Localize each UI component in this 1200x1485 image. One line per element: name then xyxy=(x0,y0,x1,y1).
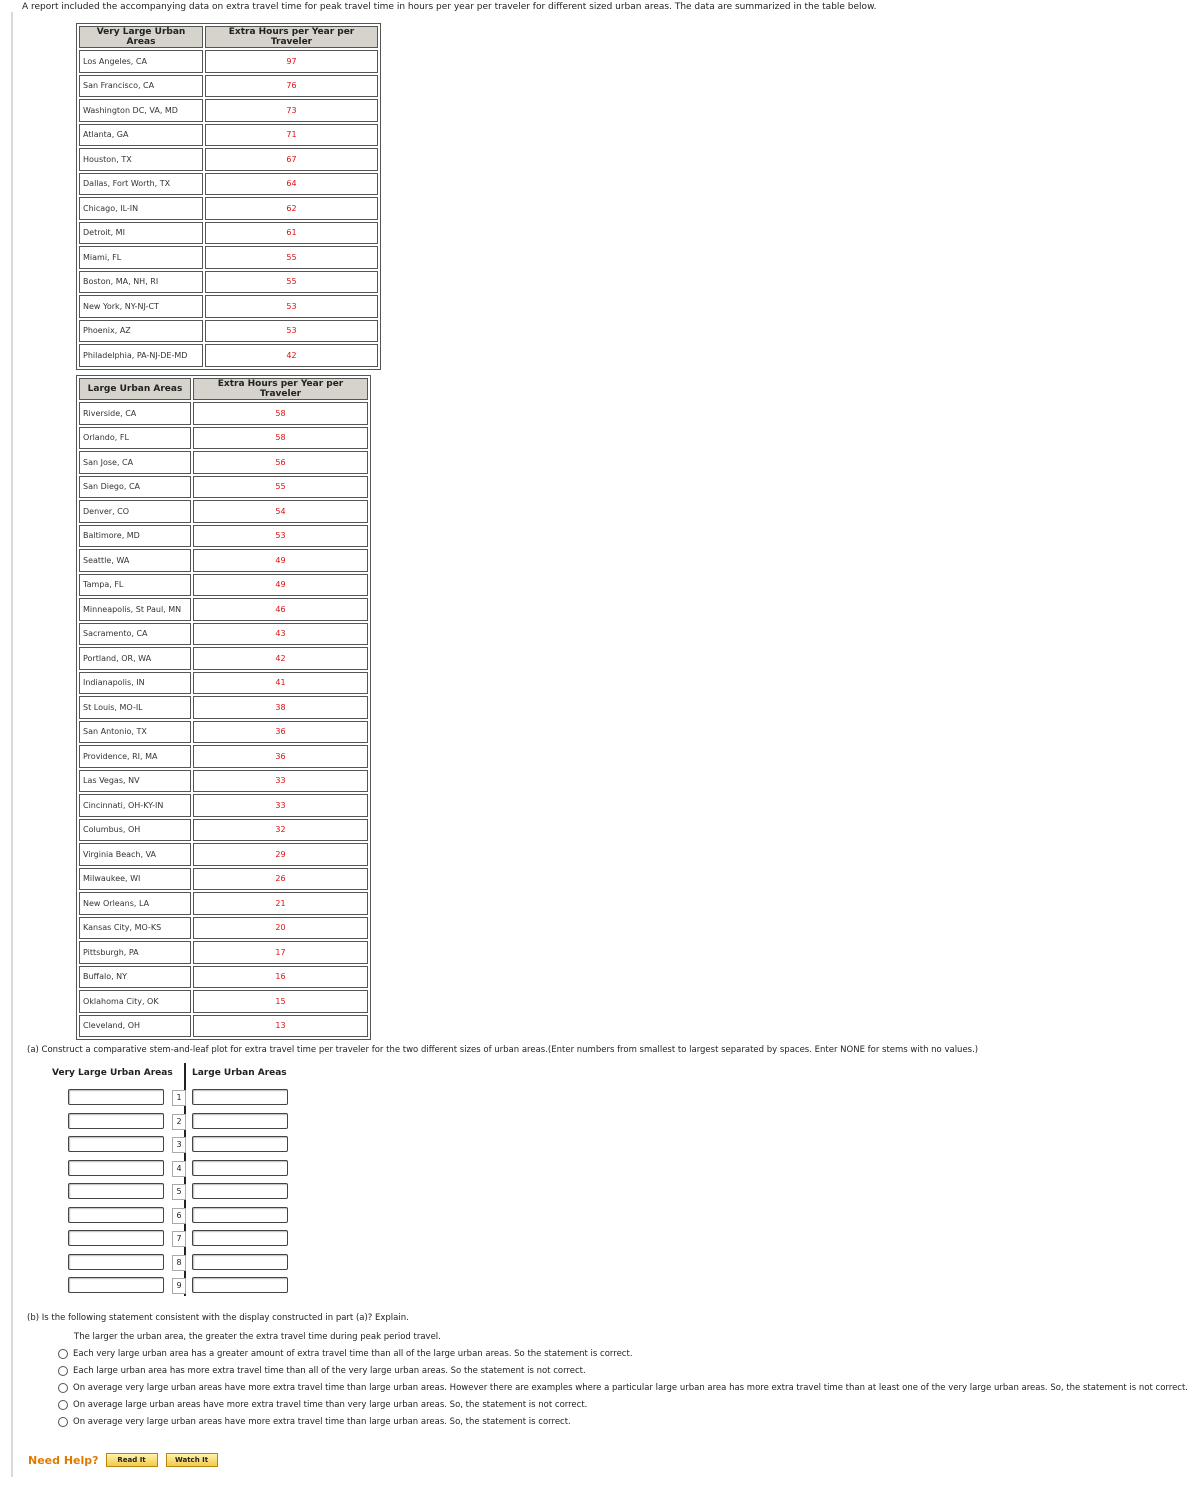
area-name-cell: Seattle, WA xyxy=(79,549,191,572)
hours-value-cell: 38 xyxy=(193,696,368,719)
radio-button[interactable] xyxy=(58,1349,68,1359)
area-name-cell: San Jose, CA xyxy=(79,451,191,474)
radio-button[interactable] xyxy=(58,1417,68,1427)
very-large-leaves-input-8[interactable] xyxy=(68,1254,164,1270)
table-row xyxy=(79,75,378,98)
area-name-cell: Pittsburgh, PA xyxy=(79,941,191,964)
large-leaves-input-5[interactable] xyxy=(192,1183,288,1199)
area-name-cell: Riverside, CA xyxy=(79,402,191,425)
table-row xyxy=(79,647,368,670)
very-large-leaves-input-3[interactable] xyxy=(68,1136,164,1152)
large-leaves-input-4[interactable] xyxy=(192,1160,288,1176)
answer-option[interactable] xyxy=(58,1366,586,1376)
area-name-cell: Cincinnati, OH-KY-IN xyxy=(79,794,191,817)
table-row xyxy=(79,50,378,73)
very-large-leaves-input-9[interactable] xyxy=(68,1277,164,1293)
area-name-cell: Buffalo, NY xyxy=(79,966,191,989)
stem-leaf-right-header: Large Urban Areas xyxy=(192,1068,287,1078)
area-name-cell: New York, NY-NJ-CT xyxy=(79,295,203,318)
hours-value-cell: 42 xyxy=(205,344,378,367)
area-name-cell: Boston, MA, NH, RI xyxy=(79,271,203,294)
area-name-cell: Detroit, MI xyxy=(79,222,203,245)
hours-value-cell: 71 xyxy=(205,124,378,147)
hours-value-cell: 20 xyxy=(193,917,368,940)
radio-button[interactable] xyxy=(58,1383,68,1393)
stem-leaf-left-header: Very Large Urban Areas xyxy=(52,1068,173,1078)
area-name-cell: Tampa, FL xyxy=(79,574,191,597)
answer-option-label: On average very large urban areas have more extra travel time than large urban areas. However there are examples where a particular large urban area has more extra travel time than at least one of the very large urban areas. So, the statement is not correct. xyxy=(73,1383,1189,1393)
area-name-cell: Atlanta, GA xyxy=(79,124,203,147)
hours-value-cell: 58 xyxy=(193,427,368,450)
watch-it-button[interactable]: Watch It xyxy=(166,1453,218,1467)
answer-option-label: Each very large urban area has a greater amount of extra travel time than all of the large urban areas. So the statement is correct. xyxy=(73,1349,633,1359)
table-row xyxy=(79,696,368,719)
stem-label: 4 xyxy=(172,1161,186,1177)
table-row xyxy=(79,721,368,744)
table-row xyxy=(79,843,368,866)
large-leaves-input-6[interactable] xyxy=(192,1207,288,1223)
area-name-cell: Miami, FL xyxy=(79,246,203,269)
area-name-cell: San Diego, CA xyxy=(79,476,191,499)
answer-option[interactable] xyxy=(58,1417,571,1427)
table-row xyxy=(79,917,368,940)
table-row xyxy=(79,271,378,294)
column-header: Extra Hours per Year per Traveler xyxy=(193,378,368,400)
area-name-cell: New Orleans, LA xyxy=(79,892,191,915)
very-large-leaves-input-5[interactable] xyxy=(68,1183,164,1199)
area-name-cell: St Louis, MO-IL xyxy=(79,696,191,719)
hours-value-cell: 33 xyxy=(193,770,368,793)
hours-value-cell: 61 xyxy=(205,222,378,245)
column-header: Large Urban Areas xyxy=(79,378,191,400)
table-row xyxy=(79,819,368,842)
stem-row xyxy=(68,1183,298,1199)
area-name-cell: Indianapolis, IN xyxy=(79,672,191,695)
table-row xyxy=(79,320,378,343)
area-name-cell: Kansas City, MO-KS xyxy=(79,917,191,940)
table-row xyxy=(79,574,368,597)
stem-label: 9 xyxy=(172,1278,186,1294)
hours-value-cell: 53 xyxy=(193,525,368,548)
stem-row xyxy=(68,1160,298,1176)
area-name-cell: Providence, RI, MA xyxy=(79,745,191,768)
answer-option-label: On average very large urban areas have more extra travel time than large urban areas. So, the statement is correct. xyxy=(73,1417,571,1427)
answer-option[interactable] xyxy=(58,1349,633,1359)
table-row xyxy=(79,549,368,572)
stem-row xyxy=(68,1207,298,1223)
stem-row xyxy=(68,1230,298,1246)
table-row xyxy=(79,427,368,450)
very-large-leaves-input-7[interactable] xyxy=(68,1230,164,1246)
table-row xyxy=(79,525,368,548)
hours-value-cell: 17 xyxy=(193,941,368,964)
area-name-cell: Baltimore, MD xyxy=(79,525,191,548)
hours-value-cell: 64 xyxy=(205,173,378,196)
part-b-prompt: (b) Is the following statement consistent with the display constructed in part (a)? Explain. xyxy=(27,1313,409,1323)
table-row xyxy=(79,344,378,367)
hours-value-cell: 76 xyxy=(205,75,378,98)
table-row xyxy=(79,672,368,695)
hours-value-cell: 53 xyxy=(205,295,378,318)
table-row xyxy=(79,197,378,220)
stem-row xyxy=(68,1089,298,1105)
hours-value-cell: 15 xyxy=(193,990,368,1013)
hours-value-cell: 73 xyxy=(205,99,378,122)
hours-value-cell: 16 xyxy=(193,966,368,989)
hours-value-cell: 41 xyxy=(193,672,368,695)
left-rule xyxy=(11,12,13,1477)
hours-value-cell: 67 xyxy=(205,148,378,171)
large-leaves-input-1[interactable] xyxy=(192,1089,288,1105)
stem-row xyxy=(68,1254,298,1270)
table-row xyxy=(79,598,368,621)
table-row xyxy=(79,868,368,891)
very-large-table xyxy=(76,23,381,370)
stem-label: 5 xyxy=(172,1184,186,1200)
table-row xyxy=(79,402,368,425)
large-leaves-input-7[interactable] xyxy=(192,1230,288,1246)
table-row xyxy=(79,966,368,989)
column-header: Extra Hours per Year per Traveler xyxy=(205,26,378,48)
large-leaves-input-2[interactable] xyxy=(192,1113,288,1129)
area-name-cell: Las Vegas, NV xyxy=(79,770,191,793)
answer-option-label: Each large urban area has more extra travel time than all of the very large urban areas. So the statement is not correct. xyxy=(73,1366,586,1376)
table-row xyxy=(79,99,378,122)
large-table xyxy=(76,375,371,1040)
hours-value-cell: 13 xyxy=(193,1015,368,1038)
hours-value-cell: 97 xyxy=(205,50,378,73)
table-row xyxy=(79,623,368,646)
hours-value-cell: 56 xyxy=(193,451,368,474)
table-row xyxy=(79,990,368,1013)
column-header: Very Large Urban Areas xyxy=(79,26,203,48)
stem-label: 7 xyxy=(172,1231,186,1247)
need-help-bar xyxy=(28,1453,226,1467)
intro-text: A report included the accompanying data on extra travel time for peak travel time in hours per year per traveler for different sized urban areas. The data are summarized in the table below. xyxy=(22,2,877,12)
hours-value-cell: 32 xyxy=(193,819,368,842)
area-name-cell: Sacramento, CA xyxy=(79,623,191,646)
radio-button[interactable] xyxy=(58,1400,68,1410)
area-name-cell: Portland, OR, WA xyxy=(79,647,191,670)
large-leaves-input-3[interactable] xyxy=(192,1136,288,1152)
area-name-cell: Phoenix, AZ xyxy=(79,320,203,343)
area-name-cell: Oklahoma City, OK xyxy=(79,990,191,1013)
hours-value-cell: 62 xyxy=(205,197,378,220)
read-it-button[interactable]: Read It xyxy=(106,1453,158,1467)
hours-value-cell: 55 xyxy=(193,476,368,499)
answer-option[interactable] xyxy=(58,1383,1188,1393)
hours-value-cell: 26 xyxy=(193,868,368,891)
very-large-leaves-input-6[interactable] xyxy=(68,1207,164,1223)
area-name-cell: Chicago, IL-IN xyxy=(79,197,203,220)
area-name-cell: Washington DC, VA, MD xyxy=(79,99,203,122)
area-name-cell: Denver, CO xyxy=(79,500,191,523)
very-large-leaves-input-4[interactable] xyxy=(68,1160,164,1176)
table-row xyxy=(79,222,378,245)
hours-value-cell: 55 xyxy=(205,271,378,294)
radio-button[interactable] xyxy=(58,1366,68,1376)
table-row xyxy=(79,500,368,523)
statement-text: The larger the urban area, the greater the extra travel time during peak period travel. xyxy=(74,1332,441,1342)
very-large-leaves-input-1[interactable] xyxy=(68,1089,164,1105)
large-leaves-input-9[interactable] xyxy=(192,1277,288,1293)
hours-value-cell: 49 xyxy=(193,574,368,597)
hours-value-cell: 33 xyxy=(193,794,368,817)
area-name-cell: Orlando, FL xyxy=(79,427,191,450)
very-large-leaves-input-2[interactable] xyxy=(68,1113,164,1129)
table-row xyxy=(79,295,378,318)
area-name-cell: Los Angeles, CA xyxy=(79,50,203,73)
stem-label: 3 xyxy=(172,1137,186,1153)
stem-row xyxy=(68,1277,298,1293)
area-name-cell: Philadelphia, PA-NJ-DE-MD xyxy=(79,344,203,367)
stem-label: 8 xyxy=(172,1255,186,1271)
table-row xyxy=(79,148,378,171)
table-row xyxy=(79,246,378,269)
hours-value-cell: 58 xyxy=(193,402,368,425)
answer-option[interactable] xyxy=(58,1400,587,1410)
hours-value-cell: 42 xyxy=(193,647,368,670)
area-name-cell: Dallas, Fort Worth, TX xyxy=(79,173,203,196)
area-name-cell: Cleveland, OH xyxy=(79,1015,191,1038)
area-name-cell: San Francisco, CA xyxy=(79,75,203,98)
stem-row xyxy=(68,1136,298,1152)
hours-value-cell: 29 xyxy=(193,843,368,866)
table-row xyxy=(79,745,368,768)
area-name-cell: Virginia Beach, VA xyxy=(79,843,191,866)
table-row xyxy=(79,476,368,499)
need-help-label: Need Help? xyxy=(28,1453,99,1467)
hours-value-cell: 36 xyxy=(193,721,368,744)
table-row xyxy=(79,451,368,474)
area-name-cell: Milwaukee, WI xyxy=(79,868,191,891)
area-name-cell: San Antonio, TX xyxy=(79,721,191,744)
part-a-prompt: (a) Construct a comparative stem-and-leaf plot for extra travel time per traveler for the two different sizes of urban areas.(Enter numbers from smallest to largest separated by spaces. Enter NONE for stems with no values.) xyxy=(27,1045,979,1055)
hours-value-cell: 43 xyxy=(193,623,368,646)
hours-value-cell: 49 xyxy=(193,549,368,572)
area-name-cell: Houston, TX xyxy=(79,148,203,171)
area-name-cell: Minneapolis, St Paul, MN xyxy=(79,598,191,621)
hours-value-cell: 21 xyxy=(193,892,368,915)
table-row xyxy=(79,1015,368,1038)
table-row xyxy=(79,941,368,964)
answer-option-label: On average large urban areas have more extra travel time than very large urban areas. So, the statement is not correct. xyxy=(73,1400,588,1410)
hours-value-cell: 55 xyxy=(205,246,378,269)
hours-value-cell: 46 xyxy=(193,598,368,621)
table-row xyxy=(79,892,368,915)
table-row xyxy=(79,770,368,793)
table-row xyxy=(79,794,368,817)
hours-value-cell: 53 xyxy=(205,320,378,343)
stem-label: 6 xyxy=(172,1208,186,1224)
stem-label: 1 xyxy=(172,1090,186,1106)
stem-label: 2 xyxy=(172,1114,186,1130)
large-leaves-input-8[interactable] xyxy=(192,1254,288,1270)
hours-value-cell: 54 xyxy=(193,500,368,523)
table-row xyxy=(79,124,378,147)
stem-row xyxy=(68,1113,298,1129)
table-row xyxy=(79,173,378,196)
hours-value-cell: 36 xyxy=(193,745,368,768)
area-name-cell: Columbus, OH xyxy=(79,819,191,842)
